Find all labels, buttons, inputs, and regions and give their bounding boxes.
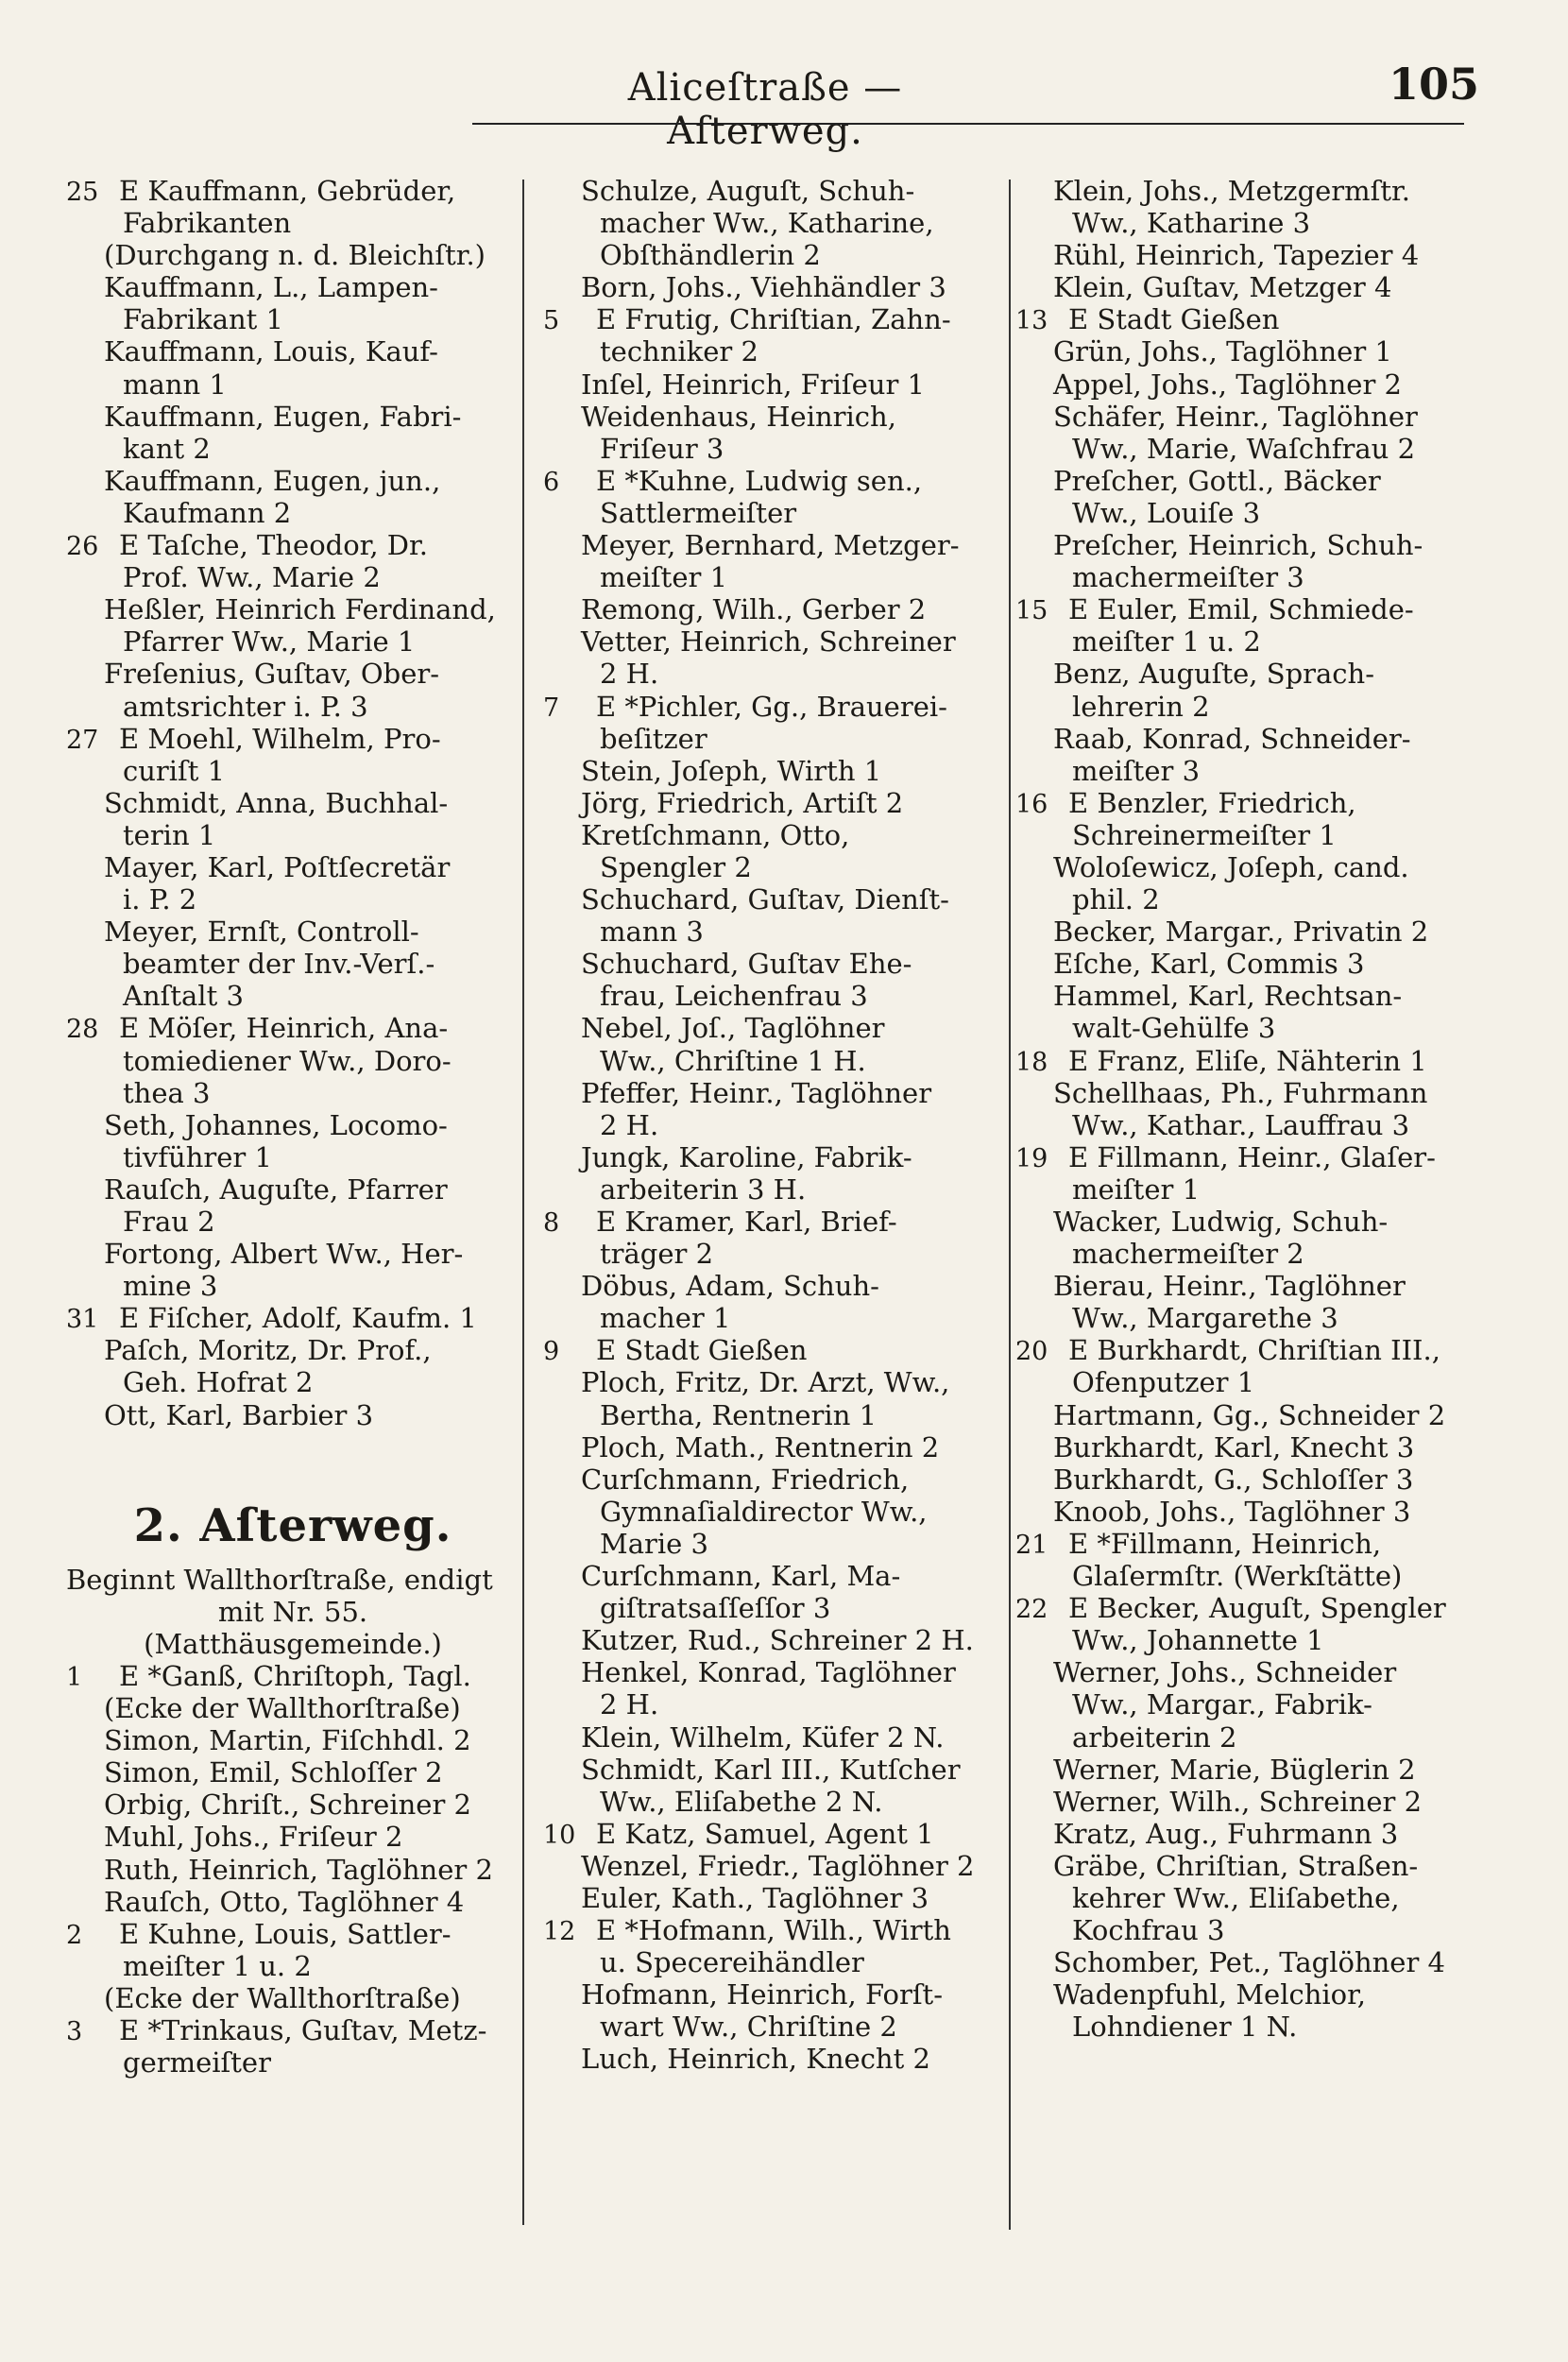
entry-line: (Ecke der Wallthorſtraße) xyxy=(104,1692,461,1725)
entry-line: lehrerin 2 xyxy=(1072,690,1210,723)
entry-line: Obſthändlerin 2 xyxy=(600,239,821,272)
entry-line: phil. 2 xyxy=(1072,883,1160,916)
entry-line: Marie 3 xyxy=(600,1527,708,1560)
entry-line: 13 E Stadt Gießen xyxy=(1015,303,1507,335)
entry-line: Freſenius, Guſtav, Ober- xyxy=(104,658,440,691)
entry-line: 8 E Kramer, Karl, Brief- xyxy=(543,1206,1011,1238)
entry-line: Anſtalt 3 xyxy=(123,980,244,1013)
entry-line: Ww., Johannette 1 xyxy=(1072,1624,1324,1657)
house-number: 3 xyxy=(66,2016,83,2046)
entry-line: Sattlermeiſter xyxy=(600,496,797,529)
house-number: 15 xyxy=(1015,596,1048,626)
entry-line: amtsrichter i. P. 3 xyxy=(123,690,368,723)
entry-line: (Durchgang n. d. Bleichſtr.) xyxy=(104,239,486,272)
entry-line: Grün, Johs., Taglöhner 1 xyxy=(1053,335,1392,368)
entry-line: 16 E Benzler, Friedrich, xyxy=(1015,787,1507,819)
house-number: 2 xyxy=(66,1920,83,1950)
entry-line: Schuchard, Guſtav Ehe- xyxy=(581,948,912,981)
entry-line: Henkel, Konrad, Taglöhner xyxy=(581,1656,956,1689)
entry-line: Muhl, Johs., Friſeur 2 xyxy=(104,1821,403,1854)
house-number: 31 xyxy=(66,1305,99,1335)
entry-line: 2 E Kuhne, Louis, Sattler- xyxy=(66,1918,520,1950)
entry-line: Orbig, Chriſt., Schreiner 2 xyxy=(104,1789,471,1822)
entry-line: mine 3 xyxy=(123,1270,218,1303)
entry-line: beſitzer xyxy=(600,722,707,755)
house-number: 12 xyxy=(543,1917,576,1947)
entry-line: Meyer, Ernſt, Controll- xyxy=(104,916,419,949)
entry-line: Schellhaas, Ph., Fuhrmann xyxy=(1053,1076,1428,1109)
entry-line: Prof. Ww., Marie 2 xyxy=(123,561,381,594)
entry-line: Kauffmann, Louis, Kauf- xyxy=(104,335,438,368)
entry-line: träger 2 xyxy=(600,1238,714,1271)
entry-line: Ott, Karl, Barbier 3 xyxy=(104,1398,374,1431)
entry-line: 1 E *Ganß, Chriſtoph, Tagl. xyxy=(66,1660,520,1692)
entry-line: Meyer, Bernhard, Metzger- xyxy=(581,529,960,562)
house-number: 7 xyxy=(543,693,560,723)
entry-line: i. P. 2 xyxy=(123,883,197,916)
entry-line: Benz, Auguſte, Sprach- xyxy=(1053,658,1375,691)
entry-line: Kauffmann, Eugen, jun., xyxy=(104,464,441,497)
entry-line: 15 E Euler, Emil, Schmiede- xyxy=(1015,593,1507,625)
entry-line: Kratz, Aug., Fuhrmann 3 xyxy=(1053,1817,1399,1850)
column-divider xyxy=(522,180,524,2225)
entry-line: Woloſewicz, Joſeph, cand. xyxy=(1053,850,1409,883)
entry-line: techniker 2 xyxy=(600,335,758,368)
entry-line: Appel, Johs., Taglöhner 2 xyxy=(1053,368,1402,401)
entry-line: Vetter, Heinrich, Schreiner xyxy=(581,625,956,659)
house-number: 22 xyxy=(1015,1595,1048,1625)
entry-line: Eſche, Karl, Commis 3 xyxy=(1053,948,1365,981)
entry-line: 18 E Franz, Eliſe, Nähterin 1 xyxy=(1015,1045,1507,1077)
entry-line: Weidenhaus, Heinrich, xyxy=(581,400,896,433)
entry-line: Kauffmann, Eugen, Fabri- xyxy=(104,400,462,433)
house-number: 8 xyxy=(543,1208,560,1238)
entry-line: Werner, Wilh., Schreiner 2 xyxy=(1053,1785,1423,1818)
entry-line: Schäfer, Heinr., Taglöhner xyxy=(1053,400,1418,433)
house-number: 5 xyxy=(543,306,560,336)
column-2 xyxy=(543,175,1011,2076)
header-rule xyxy=(472,123,1464,125)
entry-line: Klein, Johs., Metzgermſtr. xyxy=(1053,175,1410,207)
entry-line: Nebel, Joſ., Taglöhner xyxy=(581,1012,885,1045)
entry-line: Preſcher, Heinrich, Schuh- xyxy=(1053,529,1423,562)
entry-line: Inſel, Heinrich, Friſeur 1 xyxy=(581,368,926,401)
entry-line: frau, Leichenfrau 3 xyxy=(600,980,868,1013)
entry-line: Jungk, Karoline, Fabrik- xyxy=(581,1140,912,1173)
column-3 xyxy=(1015,175,1507,2043)
entry-line: machermeiſter 2 xyxy=(1072,1238,1304,1271)
entry-line: Kaufmann 2 xyxy=(123,496,292,529)
house-number: 6 xyxy=(543,467,560,497)
entry-line: Raab, Konrad, Schneider- xyxy=(1053,722,1411,755)
entry-line: Fortong, Albert Ww., Her- xyxy=(104,1238,464,1271)
entry-line: Mayer, Karl, Poſtſecretär xyxy=(104,850,451,883)
entry-line: Luch, Heinrich, Knecht 2 xyxy=(581,2043,930,2076)
entry-line: Hammel, Karl, Rechtsan- xyxy=(1053,980,1403,1013)
entry-line: Schreinermeiſter 1 xyxy=(1072,818,1337,851)
entry-line: tivführer 1 xyxy=(123,1140,272,1173)
house-number: 28 xyxy=(66,1015,99,1045)
entry-line: Glaſermſtr. (Werkſtätte) xyxy=(1072,1560,1403,1593)
entry-line: 7 E *Pichler, Gg., Brauerei- xyxy=(543,691,1011,723)
entry-line: 20 E Burkhardt, Chriſtian III., xyxy=(1015,1334,1507,1366)
house-number: 16 xyxy=(1015,789,1048,819)
entry-line: meiſter 1 u. 2 xyxy=(123,1949,312,1982)
entry-line: Hofmann, Heinrich, Forſt- xyxy=(581,1978,944,2011)
entry-line: Rauſch, Otto, Taglöhner 4 xyxy=(104,1885,465,1918)
house-number: 27 xyxy=(66,725,99,755)
entry-line: Born, Johs., Viehhändler 3 xyxy=(581,271,946,304)
entry-line: 3 E *Trinkaus, Guſtav, Metz- xyxy=(66,2014,520,2046)
entry-line: Fabrikant 1 xyxy=(123,303,284,336)
entry-line: thea 3 xyxy=(123,1076,211,1109)
entry-line: Euler, Kath., Taglöhner 3 xyxy=(581,1881,929,1914)
entry-line: Gräbe, Chriſtian, Straßen- xyxy=(1053,1849,1419,1882)
section-intro: (Matthäusgemeinde.) xyxy=(144,1627,442,1660)
entry-line: 25 E Kauffmann, Gebrüder, xyxy=(66,175,520,207)
entry-line: Curſchmann, Karl, Ma- xyxy=(581,1560,901,1593)
house-number: 13 xyxy=(1015,306,1048,336)
entry-line: 6 E *Kuhne, Ludwig sen., xyxy=(543,465,1011,497)
entry-line: 2 H. xyxy=(600,1688,659,1721)
entry-line: Schulze, Auguſt, Schuh- xyxy=(581,175,915,207)
entry-line: Burkhardt, G., Schloſſer 3 xyxy=(1053,1463,1414,1496)
house-number: 25 xyxy=(66,178,99,207)
entry-line: Simon, Martin, Fiſchhdl. 2 xyxy=(104,1724,471,1757)
entry-line: Remong, Wilh., Gerber 2 xyxy=(581,593,927,626)
running-head: Aliceſtraße — Aſterweg. xyxy=(627,66,903,153)
entry-line: Ww., Margarethe 3 xyxy=(1072,1302,1338,1335)
entry-line: Klein, Wilhelm, Küfer 2 N. xyxy=(581,1720,945,1754)
entry-line: Pfeffer, Heinr., Taglöhner xyxy=(581,1076,932,1109)
entry-line: Rauſch, Auguſte, Pfarrer xyxy=(104,1172,448,1206)
section-intro: Beginnt Wallthorſtraße, endigt xyxy=(66,1563,493,1596)
entry-line: Ww., Marie, Waſchfrau 2 xyxy=(1072,432,1416,465)
column-1 xyxy=(66,175,520,2079)
entry-line: Curſchmann, Friedrich, xyxy=(581,1463,910,1496)
entry-line: mann 3 xyxy=(600,916,704,949)
entry-line: Klein, Guſtav, Metzger 4 xyxy=(1053,271,1392,304)
entry-line: Ww., Louiſe 3 xyxy=(1072,496,1261,529)
entry-line: Schuchard, Guſtav, Dienſt- xyxy=(581,883,949,916)
entry-line: 2 H. xyxy=(600,658,659,691)
entry-line: meiſter 3 xyxy=(1072,754,1201,787)
entry-line: wart Ww., Chriſtine 2 xyxy=(600,2011,897,2044)
entry-line: Heßler, Heinrich Ferdinand, xyxy=(104,593,496,626)
entry-line: Bertha, Rentnerin 1 xyxy=(600,1398,878,1431)
entry-line: Kretſchmann, Otto, xyxy=(581,818,850,851)
entry-line: Werner, Marie, Büglerin 2 xyxy=(1053,1753,1416,1786)
entry-line: kehrer Ww., Eliſabethe, xyxy=(1072,1881,1400,1914)
entry-line: 28 E Möſer, Heinrich, Ana- xyxy=(66,1012,520,1044)
entry-line: Paſch, Moritz, Dr. Prof., xyxy=(104,1334,432,1367)
entry-line: Stein, Joſeph, Wirth 1 xyxy=(581,754,882,787)
house-number: 10 xyxy=(543,1820,576,1850)
entry-line: Preſcher, Gottl., Bäcker xyxy=(1053,464,1381,497)
entry-line: Ww., Kathar., Lauffrau 3 xyxy=(1072,1108,1410,1141)
section-spacer xyxy=(66,1431,520,1488)
house-number: 21 xyxy=(1015,1530,1048,1560)
entry-line: germeiſter xyxy=(123,2046,271,2080)
entry-line: Seth, Johannes, Locomo- xyxy=(104,1108,448,1141)
page-number: 105 xyxy=(1389,59,1480,110)
entry-line: Ploch, Fritz, Dr. Arzt, Ww., xyxy=(581,1366,950,1399)
entry-line: kant 2 xyxy=(123,432,211,465)
entry-line: 10 E Katz, Samuel, Agent 1 xyxy=(543,1818,1011,1850)
house-number: 18 xyxy=(1015,1047,1048,1077)
entry-line: machermeiſter 3 xyxy=(1072,561,1304,594)
entry-line: Spengler 2 xyxy=(600,850,752,883)
entry-line: Kauffmann, L., Lampen- xyxy=(104,271,438,304)
house-number: 19 xyxy=(1015,1143,1048,1173)
entry-line: Wacker, Ludwig, Schuh- xyxy=(1053,1206,1389,1238)
house-number: 1 xyxy=(66,1662,83,1692)
entry-line: Simon, Emil, Schloſſer 2 xyxy=(104,1756,443,1789)
entry-line: 9 E Stadt Gießen xyxy=(543,1334,1011,1366)
entry-line: u. Specereihändler xyxy=(600,1946,864,1979)
entry-line: arbeiterin 2 xyxy=(1072,1720,1237,1754)
entry-line: 12 E *Hofmann, Wilh., Wirth xyxy=(543,1914,1011,1946)
entry-line: 21 E *Fillmann, Heinrich, xyxy=(1015,1528,1507,1560)
entry-line: terin 1 xyxy=(123,818,216,851)
entry-line: curiſt 1 xyxy=(123,754,226,787)
section-intro: mit Nr. 55. xyxy=(217,1595,368,1628)
entry-line: Burkhardt, Karl, Knecht 3 xyxy=(1053,1430,1415,1463)
entry-line: Schomber, Pet., Taglöhner 4 xyxy=(1053,1946,1445,1979)
entry-line: Wenzel, Friedr., Taglöhner 2 xyxy=(581,1849,975,1882)
entry-line: meiſter 1 xyxy=(1072,1172,1201,1206)
entry-line: Ruth, Heinrich, Taglöhner 2 xyxy=(104,1853,493,1886)
entry-line: Hartmann, Gg., Schneider 2 xyxy=(1053,1398,1446,1431)
entry-line: 19 E Fillmann, Heinr., Glaſer- xyxy=(1015,1141,1507,1173)
entry-line: 2 H. xyxy=(600,1108,659,1141)
section-title: 2. Aſterweg. xyxy=(133,1498,452,1552)
entry-line: Bierau, Heinr., Taglöhner xyxy=(1053,1270,1406,1303)
entry-line: Ww., Margar., Fabrik- xyxy=(1072,1688,1372,1721)
entry-line: Ww., Eliſabethe 2 N. xyxy=(600,1785,883,1818)
entry-line: Pfarrer Ww., Marie 1 xyxy=(123,625,416,659)
entry-line: Döbus, Adam, Schuh- xyxy=(581,1270,879,1303)
entry-line: Fabrikanten xyxy=(123,207,292,240)
entry-line: Ww., Chriſtine 1 H. xyxy=(600,1044,866,1077)
entry-line: giſtratsaſſeſſor 3 xyxy=(600,1592,831,1625)
entry-line: Jörg, Friedrich, Artiſt 2 xyxy=(581,786,904,819)
entry-line: Schmidt, Karl III., Kutſcher xyxy=(581,1753,961,1786)
entry-line: Rühl, Heinrich, Tapezier 4 xyxy=(1053,239,1420,272)
entry-line: macher 1 xyxy=(600,1302,731,1335)
entry-line: 27 E Moehl, Wilhelm, Pro- xyxy=(66,723,520,755)
entry-line: beamter der Inv.-Verſ.- xyxy=(123,948,435,981)
entry-line: tomiediener Ww., Doro- xyxy=(123,1044,452,1077)
entry-line: Friſeur 3 xyxy=(600,432,724,465)
entry-line: Kochfrau 3 xyxy=(1072,1914,1225,1947)
entry-line: 26 E Taſche, Theodor, Dr. xyxy=(66,529,520,561)
entry-line: Lohndiener 1 N. xyxy=(1072,2011,1298,2044)
entry-line: walt-Gehülfe 3 xyxy=(1072,1012,1276,1045)
entry-line: 31 E Fiſcher, Adolf, Kaufm. 1 xyxy=(66,1302,520,1334)
entry-line: Ww., Katharine 3 xyxy=(1072,207,1311,240)
entry-line: macher Ww., Katharine, xyxy=(600,207,934,240)
house-number: 20 xyxy=(1015,1337,1048,1367)
entry-line: Becker, Margar., Privatin 2 xyxy=(1053,916,1429,949)
entry-line: Schmidt, Anna, Buchhal- xyxy=(104,786,449,819)
entry-line: mann 1 xyxy=(123,368,227,401)
entry-line: Gymnaſialdirector Ww., xyxy=(600,1495,928,1528)
entry-line: (Ecke der Wallthorſtraße) xyxy=(104,1981,461,2014)
entry-line: meiſter 1 u. 2 xyxy=(1072,625,1261,659)
entry-line: Kutzer, Rud., Schreiner 2 H. xyxy=(581,1624,974,1657)
entry-line: 5 E Frutig, Chriſtian, Zahn- xyxy=(543,303,1011,335)
entry-line: Geh. Hofrat 2 xyxy=(123,1366,314,1399)
entry-line: Frau 2 xyxy=(123,1206,215,1238)
entry-line: Werner, Johs., Schneider xyxy=(1053,1656,1397,1689)
entry-line: 22 E Becker, Auguſt, Spengler xyxy=(1015,1592,1507,1624)
house-number: 9 xyxy=(543,1337,560,1367)
entry-line: arbeiterin 3 H. xyxy=(600,1172,807,1206)
entry-line: Ofenputzer 1 xyxy=(1072,1366,1255,1399)
entry-line: Ploch, Math., Rentnerin 2 xyxy=(581,1430,940,1463)
entry-line: Knoob, Johs., Taglöhner 3 xyxy=(1053,1495,1411,1528)
house-number: 26 xyxy=(66,532,99,562)
entry-line: meiſter 1 xyxy=(600,561,728,594)
entry-line: Wadenpfuhl, Melchior, xyxy=(1053,1978,1367,2011)
